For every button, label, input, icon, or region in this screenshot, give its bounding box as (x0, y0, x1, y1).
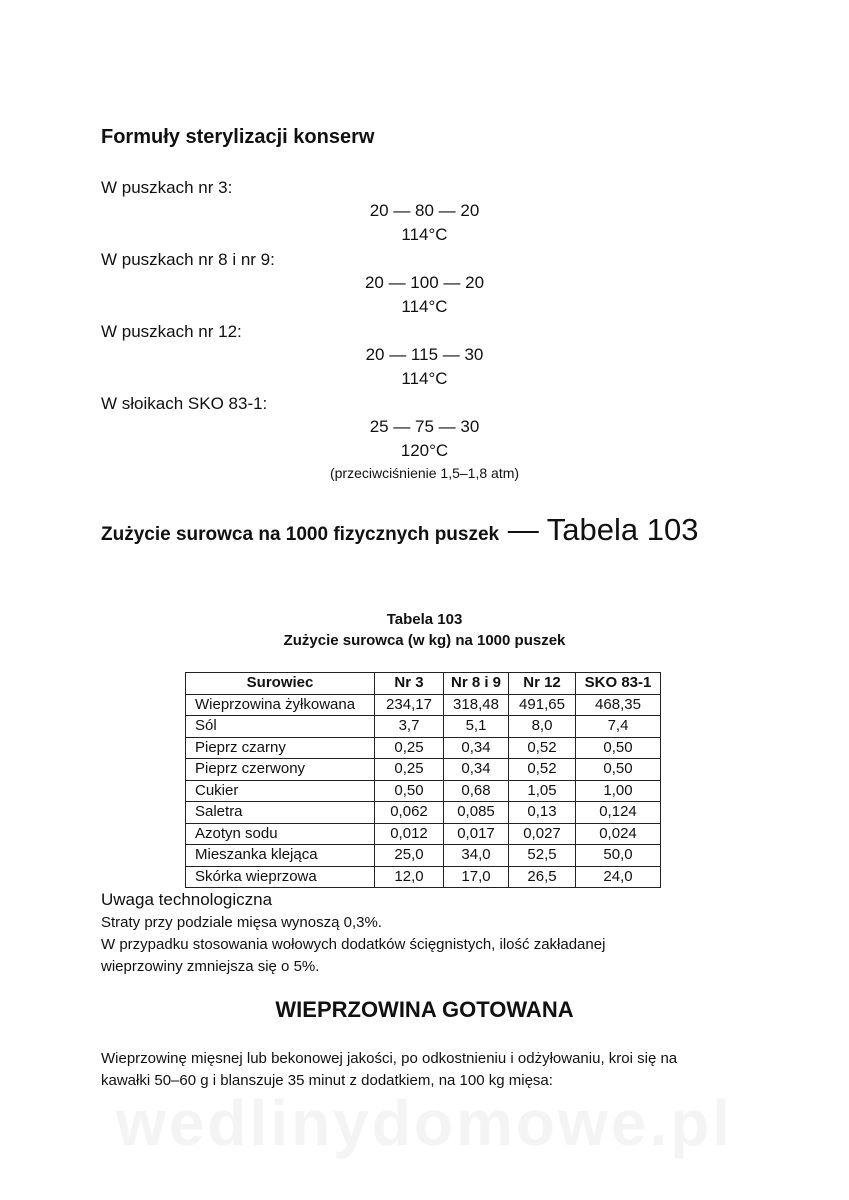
cell-value: 0,012 (375, 823, 444, 845)
heading-light-part: — Tabela 103 (499, 512, 699, 547)
cell-ingredient: Mieszanka klejąca (186, 845, 375, 867)
table-row (186, 845, 661, 867)
cell-value: 0,52 (509, 759, 576, 781)
formula-nr12: 20 — 115 — 30 (365, 345, 484, 364)
header-cell: SKO 83-1 (576, 673, 661, 695)
table-header-row (186, 673, 661, 695)
table-caption: Tabela 103 (386, 611, 463, 628)
cell-value: 0,34 (444, 759, 509, 781)
header-cell: Nr 8 i 9 (444, 673, 509, 695)
table-row (186, 780, 661, 802)
cell-value: 52,5 (509, 845, 576, 867)
cell-value: 0,024 (576, 823, 661, 845)
group-label-nr12: W puszkach nr 12: (101, 322, 242, 341)
cell-value: 0,25 (375, 737, 444, 759)
cell-ingredient: Pieprz czerwony (186, 759, 375, 781)
recipe-paragraph-line: Wieprzowinę mięsnej lub bekonowej jakości, po odkostnieniu i odżyłowaniu, kroi się na (101, 1050, 678, 1067)
temp-sko: 120°C (400, 441, 449, 460)
temp-nr3: 114°C (401, 225, 448, 244)
table-row (186, 866, 661, 888)
formula-nr8-9: 20 — 100 — 20 (364, 273, 485, 292)
cell-value: 7,4 (576, 716, 661, 738)
technological-note-title: Uwaga technologiczna (101, 890, 273, 909)
cell-value: 3,7 (375, 716, 444, 738)
header-cell: Nr 3 (375, 673, 444, 695)
cell-ingredient: Azotyn sodu (186, 823, 375, 845)
group-label-nr3: W puszkach nr 3: (101, 178, 233, 197)
cell-value: 0,50 (375, 780, 444, 802)
header-cell: Nr 12 (509, 673, 576, 695)
cell-value: 34,0 (444, 845, 509, 867)
cell-value: 491,65 (509, 694, 576, 716)
table-row (186, 716, 661, 738)
cell-value: 0,124 (576, 802, 661, 824)
note-line: W przypadku stosowania wołowych dodatków ścięgnistych, ilość zakładanej (101, 936, 606, 953)
note-line: wieprzowiny zmniejsza się o 5%. (101, 958, 320, 975)
header-cell: Surowiec (186, 673, 375, 695)
recipe-title: WIEPRZOWINA GOTOWANA (275, 997, 574, 1022)
cell-ingredient: Cukier (186, 780, 375, 802)
cell-value: 0,34 (444, 737, 509, 759)
cell-value: 0,062 (375, 802, 444, 824)
section-title-sterilization: Formuły sterylizacji konserw (101, 126, 375, 148)
cell-value: 26,5 (509, 866, 576, 888)
recipe-paragraph-line: kawałki 50–60 g i blanszuje 35 minut z dodatkiem, na 100 kg mięsa: (101, 1072, 553, 1089)
cell-value: 24,0 (576, 866, 661, 888)
watermark: wedlinydomowe.pl (116, 1087, 733, 1159)
temp-nr12: 114°C (401, 369, 448, 388)
table-row (186, 823, 661, 845)
table-subcaption: Zużycie surowca (w kg) na 1000 puszek (283, 632, 566, 649)
cell-value: 12,0 (375, 866, 444, 888)
cell-value: 0,027 (509, 823, 576, 845)
heading-bold-part: Zużycie surowca na 1000 fizycznych puszek (101, 524, 500, 545)
cell-ingredient: Saletra (186, 802, 375, 824)
cell-value: 8,0 (509, 716, 576, 738)
temp-nr8-9: 114°C (401, 297, 448, 316)
cell-value: 1,05 (509, 780, 576, 802)
cell-value: 0,017 (444, 823, 509, 845)
cell-ingredient: Wieprzowina żyłkowana (186, 694, 375, 716)
cell-value: 0,085 (444, 802, 509, 824)
cell-value: 0,13 (509, 802, 576, 824)
cell-value: 5,1 (444, 716, 509, 738)
cell-value: 17,0 (444, 866, 509, 888)
cell-value: 0,52 (509, 737, 576, 759)
consumption-table (185, 672, 661, 888)
table-row (186, 737, 661, 759)
table-row (186, 694, 661, 716)
cell-value: 0,25 (375, 759, 444, 781)
cell-value: 234,17 (375, 694, 444, 716)
cell-value: 468,35 (576, 694, 661, 716)
pressure-note: (przeciwciśnienie 1,5–1,8 atm) (329, 465, 520, 481)
cell-value: 1,00 (576, 780, 661, 802)
note-line: Straty przy podziale mięsa wynoszą 0,3%. (101, 914, 382, 931)
cell-value: 0,50 (576, 737, 661, 759)
cell-value: 25,0 (375, 845, 444, 867)
group-label-sko: W słoikach SKO 83-1: (101, 394, 268, 413)
cell-ingredient: Pieprz czarny (186, 737, 375, 759)
formula-nr3: 20 — 80 — 20 (369, 201, 480, 220)
cell-value: 318,48 (444, 694, 509, 716)
cell-ingredient: Sól (186, 716, 375, 738)
cell-value: 50,0 (576, 845, 661, 867)
table-row (186, 759, 661, 781)
section-heading-consumption (101, 508, 741, 558)
cell-ingredient: Skórka wieprzowa (186, 866, 375, 888)
formula-sko: 25 — 75 — 30 (369, 417, 480, 436)
group-label-nr8-9: W puszkach nr 8 i nr 9: (101, 250, 275, 269)
table-row (186, 802, 661, 824)
cell-value: 0,50 (576, 759, 661, 781)
cell-value: 0,68 (444, 780, 509, 802)
